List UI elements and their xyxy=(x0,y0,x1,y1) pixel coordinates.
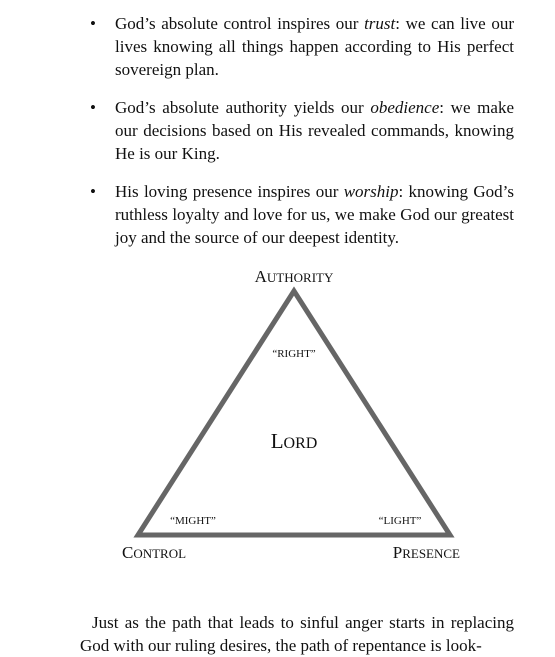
bullet-emphasis: trust xyxy=(364,14,396,33)
bullet-dot: • xyxy=(90,14,96,33)
inner-label-might: “MIGHT” xyxy=(170,515,216,527)
bullet-dot: • xyxy=(90,98,96,117)
bullet-emphasis: obedience xyxy=(370,98,440,117)
label-initial: C xyxy=(122,543,134,562)
inner-label-right: “RIGHT” xyxy=(272,348,316,360)
bullet-text: : we make our decisions based on His revealed commands, knowing He is our King. xyxy=(115,98,514,163)
triangle-outline xyxy=(138,291,450,535)
bullet-text: God’s absolute control inspires our xyxy=(115,14,365,33)
bullet-dot: • xyxy=(90,182,96,201)
vertex-label-presence xyxy=(393,543,460,562)
label-initial: L xyxy=(270,429,284,453)
bullet-text: : knowing God’s ruthless loyalty and love for us, we make God our greatest joy and the source of our deepest identity. xyxy=(115,182,514,247)
label-initial: P xyxy=(392,543,403,562)
bullet-emphasis: worship xyxy=(343,182,399,201)
label-smallcaps: ONTROL xyxy=(133,546,187,561)
bullet-item-worship xyxy=(84,180,514,249)
inner-label-light: “LIGHT” xyxy=(378,515,422,527)
bullet-list xyxy=(84,12,514,264)
label-smallcaps: UTHORITY xyxy=(266,270,334,285)
bullet-item-obedience xyxy=(84,96,514,165)
lordship-triangle-diagram xyxy=(0,260,555,570)
label-initial: A xyxy=(254,267,267,286)
label-smallcaps: RESENCE xyxy=(402,546,460,561)
bullet-text: : we can live our lives knowing all things happen according to His perfect sovereign plan. xyxy=(115,14,515,79)
bullet-item-trust xyxy=(84,12,514,81)
bullet-text: God’s absolute authority yields our xyxy=(115,98,371,117)
bullet-text: His loving presence inspires our xyxy=(115,182,344,201)
vertex-label-authority xyxy=(255,267,334,286)
center-label-lord xyxy=(271,429,318,453)
vertex-label-control xyxy=(122,543,186,562)
label-smallcaps: ORD xyxy=(283,435,318,452)
closing-paragraph: Just as the path that leads to sinful anger starts in replacing God with our ruling desires, the path of repentance is look- xyxy=(80,613,514,655)
